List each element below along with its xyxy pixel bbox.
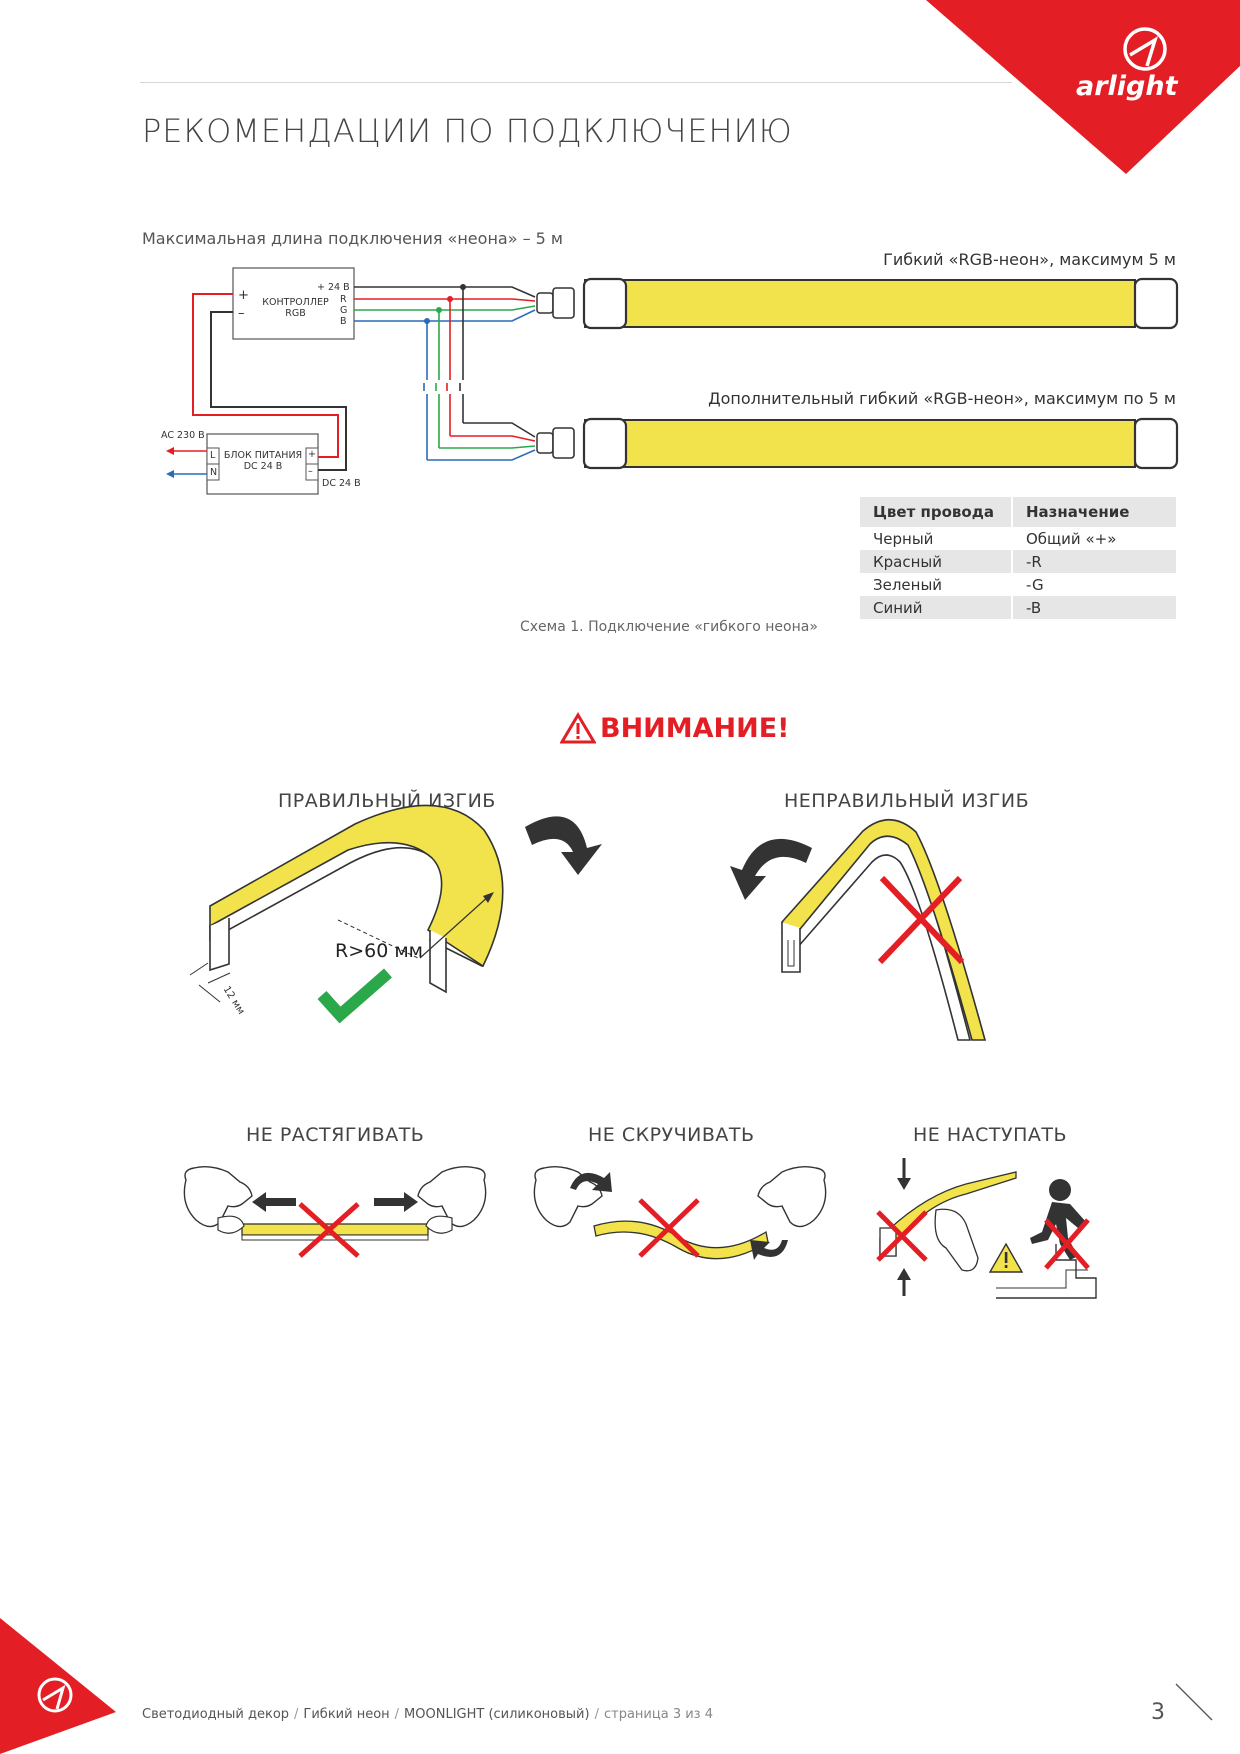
incorrect-bend-illustration: [720, 800, 1080, 1050]
psu-l-label: L: [210, 450, 216, 461]
table-header-row: [860, 497, 1176, 527]
breadcrumb-item: Светодиодный декор: [142, 1707, 290, 1722]
no-twist-illustration: [530, 1160, 830, 1280]
correct-bend-illustration: [180, 800, 620, 1050]
table-cell: -R: [1012, 550, 1176, 573]
no-stretch-illustration: [180, 1160, 490, 1280]
breadcrumb-item: Гибкий неон: [303, 1707, 390, 1722]
no-step-label: НЕ НАСТУПАТЬ: [913, 1124, 1067, 1146]
table-row: [860, 596, 1176, 619]
out-b-label: B: [340, 316, 347, 327]
neon-2-label: Дополнительный гибкий «RGB-неон», максимум по 5 м: [708, 389, 1176, 408]
neon-strip-1: [537, 279, 1177, 328]
controller-label: КОНТРОЛЛЕР RGB: [262, 297, 329, 319]
check-mark-icon: [322, 973, 388, 1015]
dc-label: DC 24 В: [322, 478, 361, 489]
footer-breadcrumb: Светодиодный декор / Гибкий неон / MOONLIGHT (силиконовый) / страница 3 из 4: [142, 1707, 713, 1722]
page-number-slash: [1176, 1684, 1212, 1720]
out-24v-label: + 24 В: [317, 282, 350, 293]
page-number: 3: [1151, 1700, 1165, 1725]
brand-logo-text: arlight: [1076, 71, 1178, 102]
table-row: [860, 573, 1176, 596]
no-stretch-label: НЕ РАСТЯГИВАТЬ: [246, 1124, 425, 1146]
warning-triangle-icon: [560, 712, 596, 744]
power-supply-label: БЛОК ПИТАНИЯ DC 24 В: [223, 450, 303, 472]
table-row: [860, 527, 1176, 550]
diagram-caption: Схема 1. Подключение «гибкого неона»: [520, 619, 818, 635]
correct-bend-label: ПРАВИЛЬНЫЙ ИЗГИБ: [278, 790, 496, 812]
neon-strip-2: [537, 419, 1177, 468]
wire-color-table: [860, 497, 1176, 619]
max-length-note: Максимальная длина подключения «неона» – 5 м: [142, 229, 563, 248]
table-cell: Зеленый: [860, 573, 1012, 596]
ac-label: AC 230 В: [161, 430, 205, 441]
table-cell: Общий «+»: [1026, 529, 1117, 548]
page-indicator: страница 3 из 4: [603, 1707, 713, 1722]
table-header: Назначение: [1012, 497, 1176, 527]
no-step-illustration: [866, 1148, 1116, 1303]
neon-1-label: Гибкий «RGB-неон», максимум 5 м: [883, 250, 1176, 269]
bend-radius-label: R>60 мм: [335, 940, 424, 962]
bottom-left-brand-triangle: [0, 1618, 116, 1754]
psu-minus-label: –: [308, 466, 313, 477]
table-cell: -B: [1012, 596, 1176, 619]
out-r-label: R: [340, 294, 347, 305]
strip-width-label: 12 мм: [220, 984, 247, 1017]
table-cell: Черный: [860, 527, 1012, 550]
controller-minus-label: –: [238, 306, 245, 321]
breadcrumb-item: MOONLIGHT (силиконовый): [404, 1707, 590, 1722]
psu-plus-label: +: [308, 449, 316, 460]
table-row: [860, 550, 1176, 573]
warning-title: ВНИМАНИЕ!: [600, 712, 790, 744]
warning-heading: [560, 712, 790, 744]
controller-plus-label: +: [238, 288, 249, 303]
table-header: Цвет провода: [860, 497, 1012, 527]
out-g-label: G: [340, 305, 348, 316]
psu-n-label: N: [210, 467, 218, 478]
page-title: РЕКОМЕНДАЦИИ ПО ПОДКЛЮЧЕНИЮ: [142, 112, 793, 150]
table-cell: -G: [1026, 575, 1044, 594]
table-cell: Красный: [860, 550, 1012, 573]
incorrect-bend-label: НЕПРАВИЛЬНЫЙ ИЗГИБ: [784, 790, 1030, 812]
table-cell: Синий: [860, 596, 1012, 619]
no-twist-label: НЕ СКРУЧИВАТЬ: [588, 1124, 755, 1146]
